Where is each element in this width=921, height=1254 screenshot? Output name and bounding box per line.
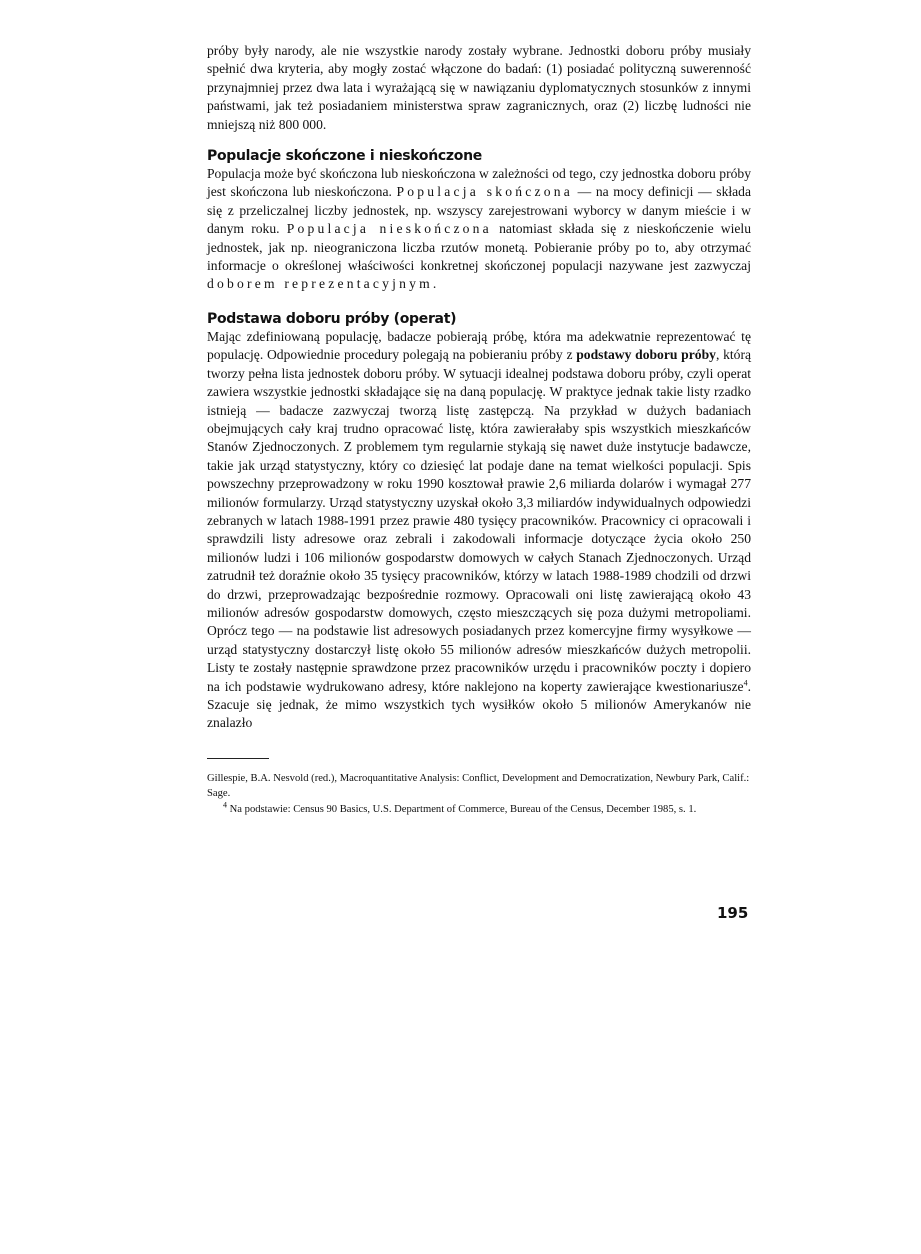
footnotes	[207, 771, 751, 818]
term-representative-sampling: doborem reprezentacyjnym	[207, 276, 433, 292]
footnote-separator	[207, 758, 269, 759]
paragraph-text: Populacja może być skończona lub nieskończona w zależności od tego, czy jednostka doboru próby jest skończona lub nieskończona.	[207, 166, 751, 200]
section-paragraph-populations	[207, 165, 751, 294]
term-sampling-frame: podstawy doboru próby	[576, 347, 716, 363]
paragraph-text: natomiast składa się z nieskończenie wielu jednostek, jak np. nieograniczona liczba rzutów monetą. Pobieranie próby po to, aby otrzymać informacje o określonej właściwości konkretnej skończonej populacji nazywane jest zazwyczaj	[207, 221, 751, 274]
paragraph-text: Mając zdefiniowaną populację, badacze pobierają próbę, która ma adekwatnie reprezentować tę populację. Odpowiednie procedury polegają na pobieraniu próby z	[207, 328, 751, 363]
section-heading-sampling-frame: Podstawa doboru próby (operat)	[207, 310, 457, 327]
footnote-4	[207, 802, 751, 818]
page-body	[207, 42, 751, 817]
footnote-text: Na podstawie: Census 90 Basics, U.S. Department of Commerce, Bureau of the Census, December 1985, s. 1.	[229, 803, 697, 815]
paragraph-text: . Szacuje się jednak, że mimo wszystkich tych wysiłków około 5 milionów Amerykanów nie znalazło	[207, 678, 751, 731]
paragraph-text: — na mocy definicji — składa się z przeliczalnej liczby jednostek, np. wszyscy zarejestrowani wyborcy w danym mieście i w danym roku.	[207, 184, 752, 237]
page-number: 195	[717, 904, 749, 922]
section-heading-populations: Populacje skończone i nieskończone	[207, 148, 482, 165]
section-paragraph-sampling-frame	[207, 328, 751, 733]
paragraph-text: , którą tworzy pełna lista jednostek doboru próby. W sytuacji idealnej podstawa doboru próby, czyli operat zawiera wszystkie jednostki składające się na daną populację. W praktyce jednak takie listy rzadko istnieją — badacze zazwyczaj tworzą listę zastępczą. Na przykład w dużych badaniach obejmujących cały kraj trudno opracować listę, która zawierałaby spis wszystkich mieszkańców Stanów Zjednoczonych. Z problemem tym regularnie stykają się nawet duże instytucje badawcze, takie jak urząd statystyczny, który co dziesięć lat podaje dane na temat wielkości populacji. Spis powszechny przeprowadzony w roku 1990 kosztował prawie 2,6 miliarda dolarów i wymagał 277 milionów formularzy. Urząd statystyczny uzyskał około 3,3 miliardów indywidualnych odpowiedzi zebranych w latach 1988-1991 przez prawie 480 tysięcy pracowników. Pracownicy ci opracowali i sprawdzili listy adresowe oraz zebrali i zakodowali informacje dotyczące życia około 250 milionów ludzi i 106 milionów gospodarstw domowych w całych Stanach Zjednoczonych. Urząd zatrudnił też doraźnie około 35 tysięcy pracowników, którzy w latach 1988-1989 chodzili od drzwi do drzwi, przeprowadzając bezpośrednie rozmowy. Opracowali oni listę zawierającą około 43 milionów adresów gospodarstw domowych, często mieszczących się poza dużymi metropoliami. Oprócz tego — na podstawie list adresowych posiadanych przez komercyjne firmy wysyłkowe — urząd statystyczny dostarczył listę około 55 milionów adresów mieszkańców dużych metropolii. Listy te zostały następnie sprawdzone przez pracowników urzędu i pracowników poczty i dopiero na ich podstawie wydrukowano adresy, które naklejono na koperty zawierające kwestionariusze	[207, 347, 752, 694]
intro-paragraph: próby były narody, ale nie wszystkie narody zostały wybrane. Jednostki doboru próby musiały spełnić dwa kryteria, aby mogły zostać włączone do badań: (1) posiadać polityczną suwerenność przynajmniej przez dwa lata i wyrażającą się w nawiązaniu dyplomatycznych stosunków z innymi państwami, jak też posiadaniem ministerstwa spraw zagranicznych, oraz (2) liczbę ludności nie mniejszą niż 800 000.	[207, 43, 751, 132]
footnote-reference: 4	[743, 678, 748, 688]
paragraph-text: .	[432, 276, 437, 292]
term-finite-population: Populacja skończona	[396, 184, 573, 200]
term-infinite-population: Populacja nieskończona	[286, 221, 492, 237]
footnote-marker: 4	[223, 800, 227, 810]
footnote-3: Gillespie, B.A. Nesvold (red.), Macroquantitative Analysis: Conflict, Development and Democratization, Newbury Park, Calif.: Sage.	[207, 772, 750, 800]
